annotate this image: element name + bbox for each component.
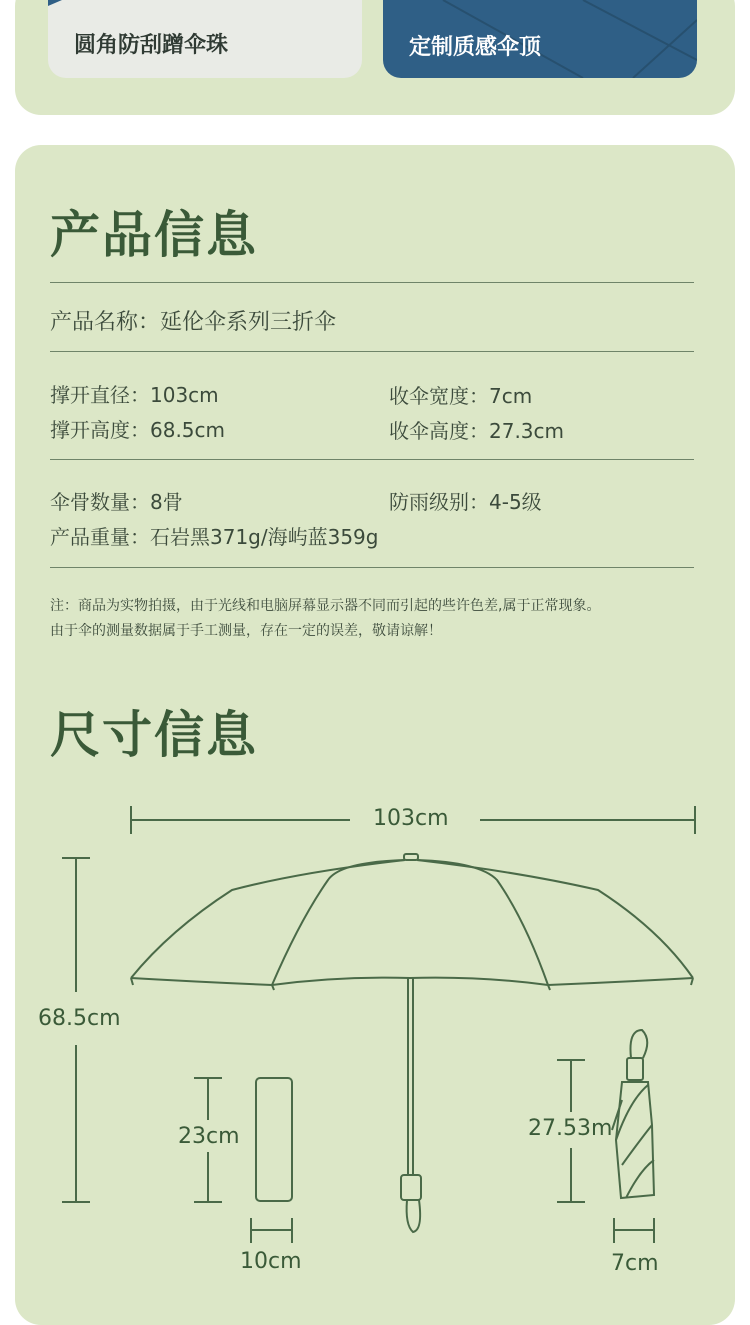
spec-folded-width: 收伞宽度：7cm <box>389 384 533 408</box>
open-diameter-label: 103cm <box>373 806 449 831</box>
note-line-1: 注：商品为实物拍摄，由于光线和电脑屏幕显示器不同而引起的些许色差,属于正常现象。 <box>50 598 601 614</box>
spec-open-diameter: 撑开直径：103cm <box>50 383 219 407</box>
open-umbrella-icon <box>131 854 693 1232</box>
product-name: 产品名称：延伦伞系列三折伞 <box>50 310 337 335</box>
open-height-label: 68.5cm <box>38 1006 121 1031</box>
note-line-2: 由于伞的测量数据属于手工测量，存在一定的误差，敬请谅解！ <box>50 623 442 639</box>
size-info-title: 尺寸信息 <box>50 705 258 764</box>
feature-label-bead: 圆角防刮蹭伞珠 <box>74 33 229 58</box>
product-info-title: 产品信息 <box>50 205 258 264</box>
spec-weight: 产品重量：石岩黑371g/海屿蓝359g <box>50 525 379 549</box>
spec-ribs: 伞骨数量：8骨 <box>50 490 183 514</box>
folded-umbrella-icon <box>612 1030 654 1198</box>
case-width-label: 10cm <box>240 1249 302 1274</box>
feature-label-top: 定制质感伞顶 <box>409 35 542 60</box>
folded-width-label: 7cm <box>611 1251 659 1276</box>
spec-rain-level: 防雨级别：4-5级 <box>389 490 542 514</box>
folded-height-label: 27.53m <box>528 1116 613 1141</box>
case-height-label: 23cm <box>178 1124 240 1149</box>
spec-folded-height: 收伞高度：27.3cm <box>389 419 565 443</box>
spec-open-height: 撑开高度：68.5cm <box>50 418 226 442</box>
umbrella-case-icon <box>256 1078 292 1201</box>
